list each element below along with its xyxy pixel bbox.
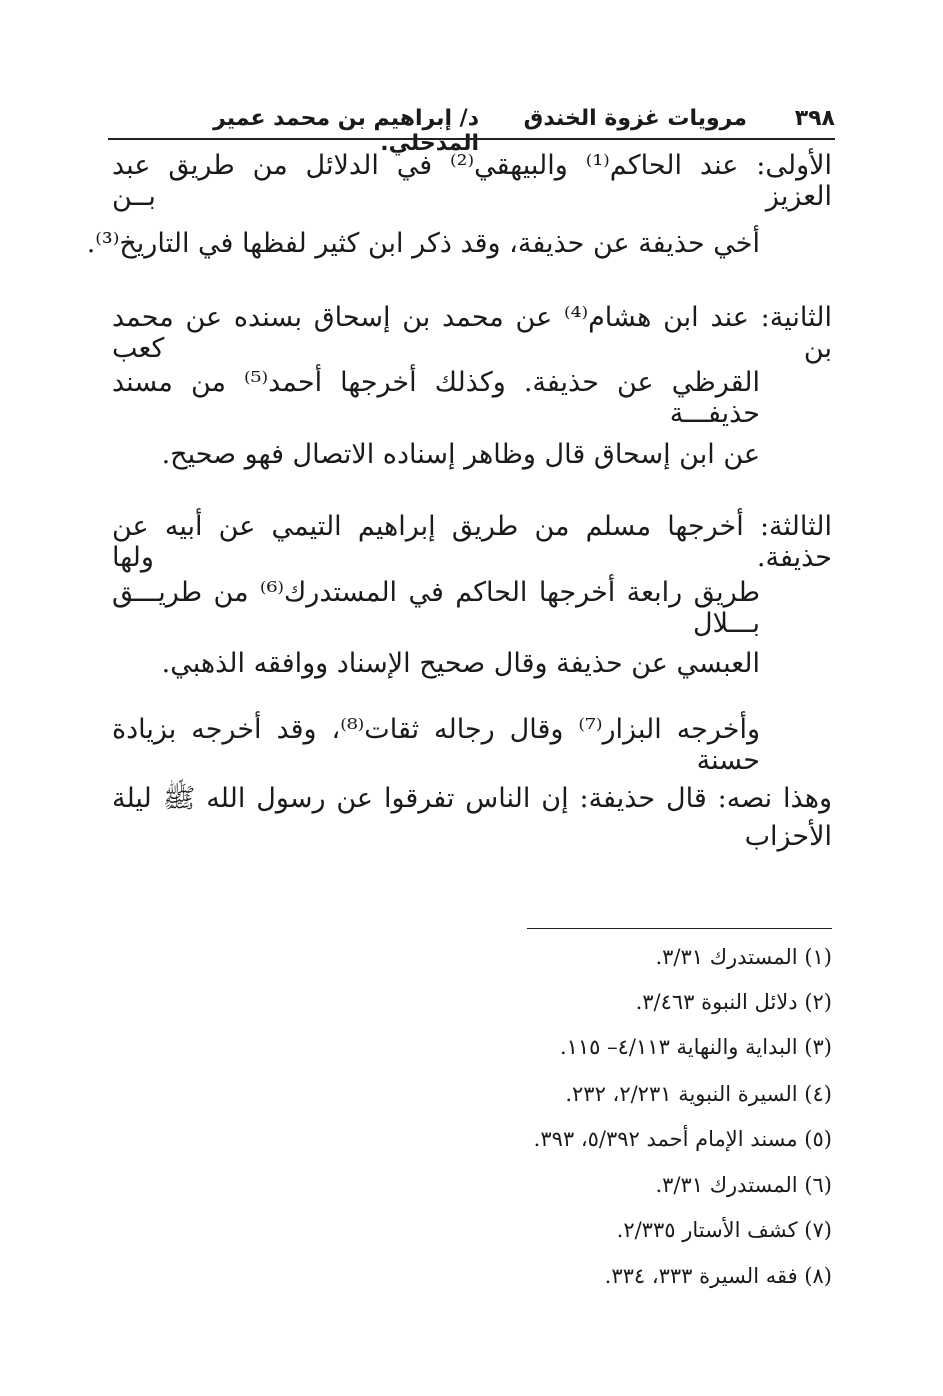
running-header: [108, 104, 835, 156]
footnote-rule: [527, 928, 832, 929]
text-line: أخي حذيفة عن حذيفة، وقد ذكر ابن كثير لفظها في التاريخ⁽³⁾.: [86, 228, 760, 259]
footnote-item: (٨) فقه السيرة ٣٣٣، ٣٣٤.: [604, 1264, 832, 1288]
footnote-item: (١) المستدرك ٣/٣١.: [655, 945, 832, 969]
footnote-item: (٤) السيرة النبوية ٢/٢٣١، ٢٣٢.: [565, 1082, 832, 1106]
text-line: القرظي عن حذيفة. وكذلك أخرجها أحمد⁽⁵⁾ من مسند حذيفـــة: [112, 367, 760, 429]
footnote-item: (٦) المستدرك ٣/٣١.: [655, 1173, 832, 1197]
text-line: الأولى: عند الحاكم⁽¹⁾ والبيهقي⁽²⁾ في الدلائل من طريق عبد العزيز بــن: [112, 150, 833, 212]
text-line: الثالثة: أخرجها مسلم من طريق إبراهيم التيمي عن أبيه عن حذيفة. ولها: [112, 511, 832, 573]
text-line: وهذا نصه: قال حذيفة: إن الناس تفرقوا عن رسول الله ﷺ ليلة الأحزاب: [112, 783, 832, 852]
header-rule: [108, 138, 835, 140]
text-line: الثانية: عند ابن هشام⁽⁴⁾ عن محمد بن إسحاق بسنده عن محمد بن كعب: [112, 302, 833, 364]
page-number: ٣٩٨: [794, 106, 835, 131]
footnote-item: (٥) مسند الإمام أحمد ٥/٣٩٢، ٣٩٣.: [533, 1127, 832, 1151]
footnote-item: (٢) دلائل النبوة ٣/٤٦٣.: [635, 990, 832, 1014]
text-line: العبسي عن حذيفة وقال صحيح الإسناد ووافقه الذهبي.: [161, 648, 760, 679]
author-name: د/ إبراهيم بن محمد عمير المدخلي.: [213, 106, 479, 156]
footnote-item: (٣) البداية والنهاية ٤/١١٣– ١١٥.: [559, 1035, 832, 1059]
footnote-item: (٧) كشف الأستار ٢/٣٣٥.: [616, 1218, 832, 1242]
text-line: عن ابن إسحاق قال وظاهر إسناده الاتصال فهو صحيح.: [161, 439, 760, 470]
text-line: وأخرجه البزار⁽⁷⁾ وقال رجاله ثقات⁽⁸⁾، وقد أخرجه بزيادة حسنة: [112, 714, 760, 776]
text-line: طريق رابعة أخرجها الحاكم في المستدرك⁽⁶⁾ من طريـــق بـــلال: [112, 577, 760, 639]
book-title: مرويات غزوة الخندق: [523, 106, 747, 131]
